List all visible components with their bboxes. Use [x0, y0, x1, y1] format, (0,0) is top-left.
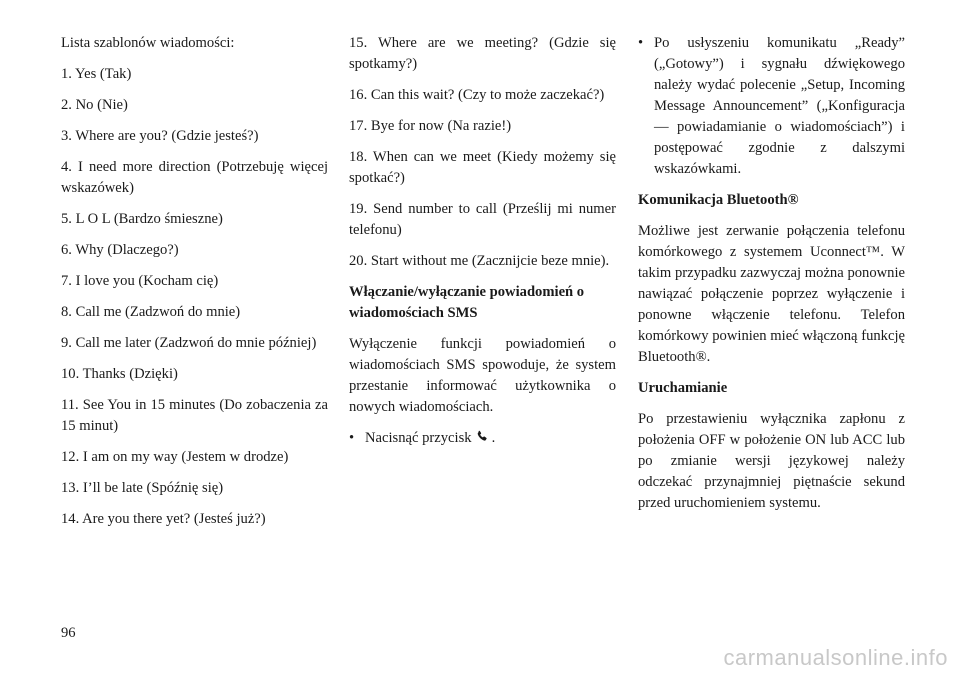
list-item: 19. Send number to call (Prześlij mi numer telefonu)	[349, 201, 616, 238]
list-item: 12. I am on my way (Jestem w drodze)	[61, 449, 289, 465]
list-item: 16. Can this wait? (Czy to może zaczekać?)	[349, 87, 605, 103]
list-item: 1. Yes (Tak)	[61, 66, 132, 82]
list-intro: Lista szablonów wiadomości:	[61, 35, 235, 51]
list-item: 10. Thanks (Dzięki)	[61, 366, 178, 382]
bullet-press-button	[349, 428, 616, 449]
bullet-ready-text: Po usłyszeniu komunikatu „Ready” („Gotowy”) i sygnału dźwiękowego należy wydać polecenie „Setup, Incoming Message Announcement” („Konfiguracja — powiadamianie o wiadomościach”) i postępować zgodnie z dalszymi wskazówkami.	[654, 35, 905, 177]
list-item: 2. No (Nie)	[61, 97, 128, 113]
sms-paragraph: Wyłączenie funkcji powiadomień o wiadomościach SMS spowoduje, że system przestanie informować użytkownika o nowych wiadomościach.	[349, 336, 616, 415]
phone-icon	[475, 429, 489, 443]
list-item: 15. Where are we meeting? (Gdzie się spotkamy?)	[349, 35, 616, 72]
left-column	[61, 33, 328, 540]
page-number: 96	[61, 625, 76, 641]
bullet-dot: •	[638, 35, 644, 51]
list-item: 11. See You in 15 minutes (Do zobaczenia za 15 minut)	[61, 397, 328, 434]
bluetooth-paragraph: Możliwe jest zerwanie połączenia telefonu komórkowego z systemem Uconnect™. W takim przypadku zazwyczaj można ponownie nawiązać połączenie poprzez wyłączenie i ponowne włączenie telefonu. Telefon komórkowy powinien mieć włączoną funkcję Bluetooth®.	[638, 223, 905, 365]
startup-paragraph: Po przestawieniu wyłącznika zapłonu z położenia OFF w położenie ON lub ACC lub po zmianie wersji językowej należy odczekać przynajmniej piętnaście sekund przed uruchomieniem systemu.	[638, 411, 905, 511]
bullet-text: Nacisnąć przycisk	[365, 430, 472, 446]
bullet-dot: •	[349, 430, 355, 446]
list-item: 14. Are you there yet? (Jesteś już?)	[61, 511, 266, 527]
watermark: carmanualsonline.info	[723, 645, 948, 670]
list-item: 7. I love you (Kocham cię)	[61, 273, 219, 289]
section-heading-bluetooth: Komunikacja Bluetooth®	[638, 192, 799, 208]
list-item: 3. Where are you? (Gdzie jesteś?)	[61, 128, 259, 144]
section-heading-startup: Uruchamianie	[638, 380, 728, 396]
bullet-end: .	[491, 430, 496, 446]
list-item: 9. Call me later (Zadzwoń do mnie później)	[61, 335, 317, 351]
list-item: 6. Why (Dlaczego?)	[61, 242, 179, 258]
right-column	[638, 33, 905, 524]
list-item: 13. I’ll be late (Spóźnię się)	[61, 480, 224, 496]
list-item: 20. Start without me (Zacznijcie beze mnie).	[349, 253, 610, 269]
list-item: 8. Call me (Zadzwoń do mnie)	[61, 304, 241, 320]
list-item: 4. I need more direction (Potrzebuję więcej wskazówek)	[61, 159, 328, 196]
list-item: 17. Bye for now (Na razie!)	[349, 118, 512, 134]
list-item: 5. L O L (Bardzo śmieszne)	[61, 211, 223, 227]
middle-column	[349, 33, 616, 459]
list-item: 18. When can we meet (Kiedy możemy się spotkać?)	[349, 149, 616, 186]
bullet-ready	[638, 33, 905, 180]
section-heading-sms: Włączanie/wyłączanie powiadomień o wiadomościach SMS	[349, 284, 585, 321]
